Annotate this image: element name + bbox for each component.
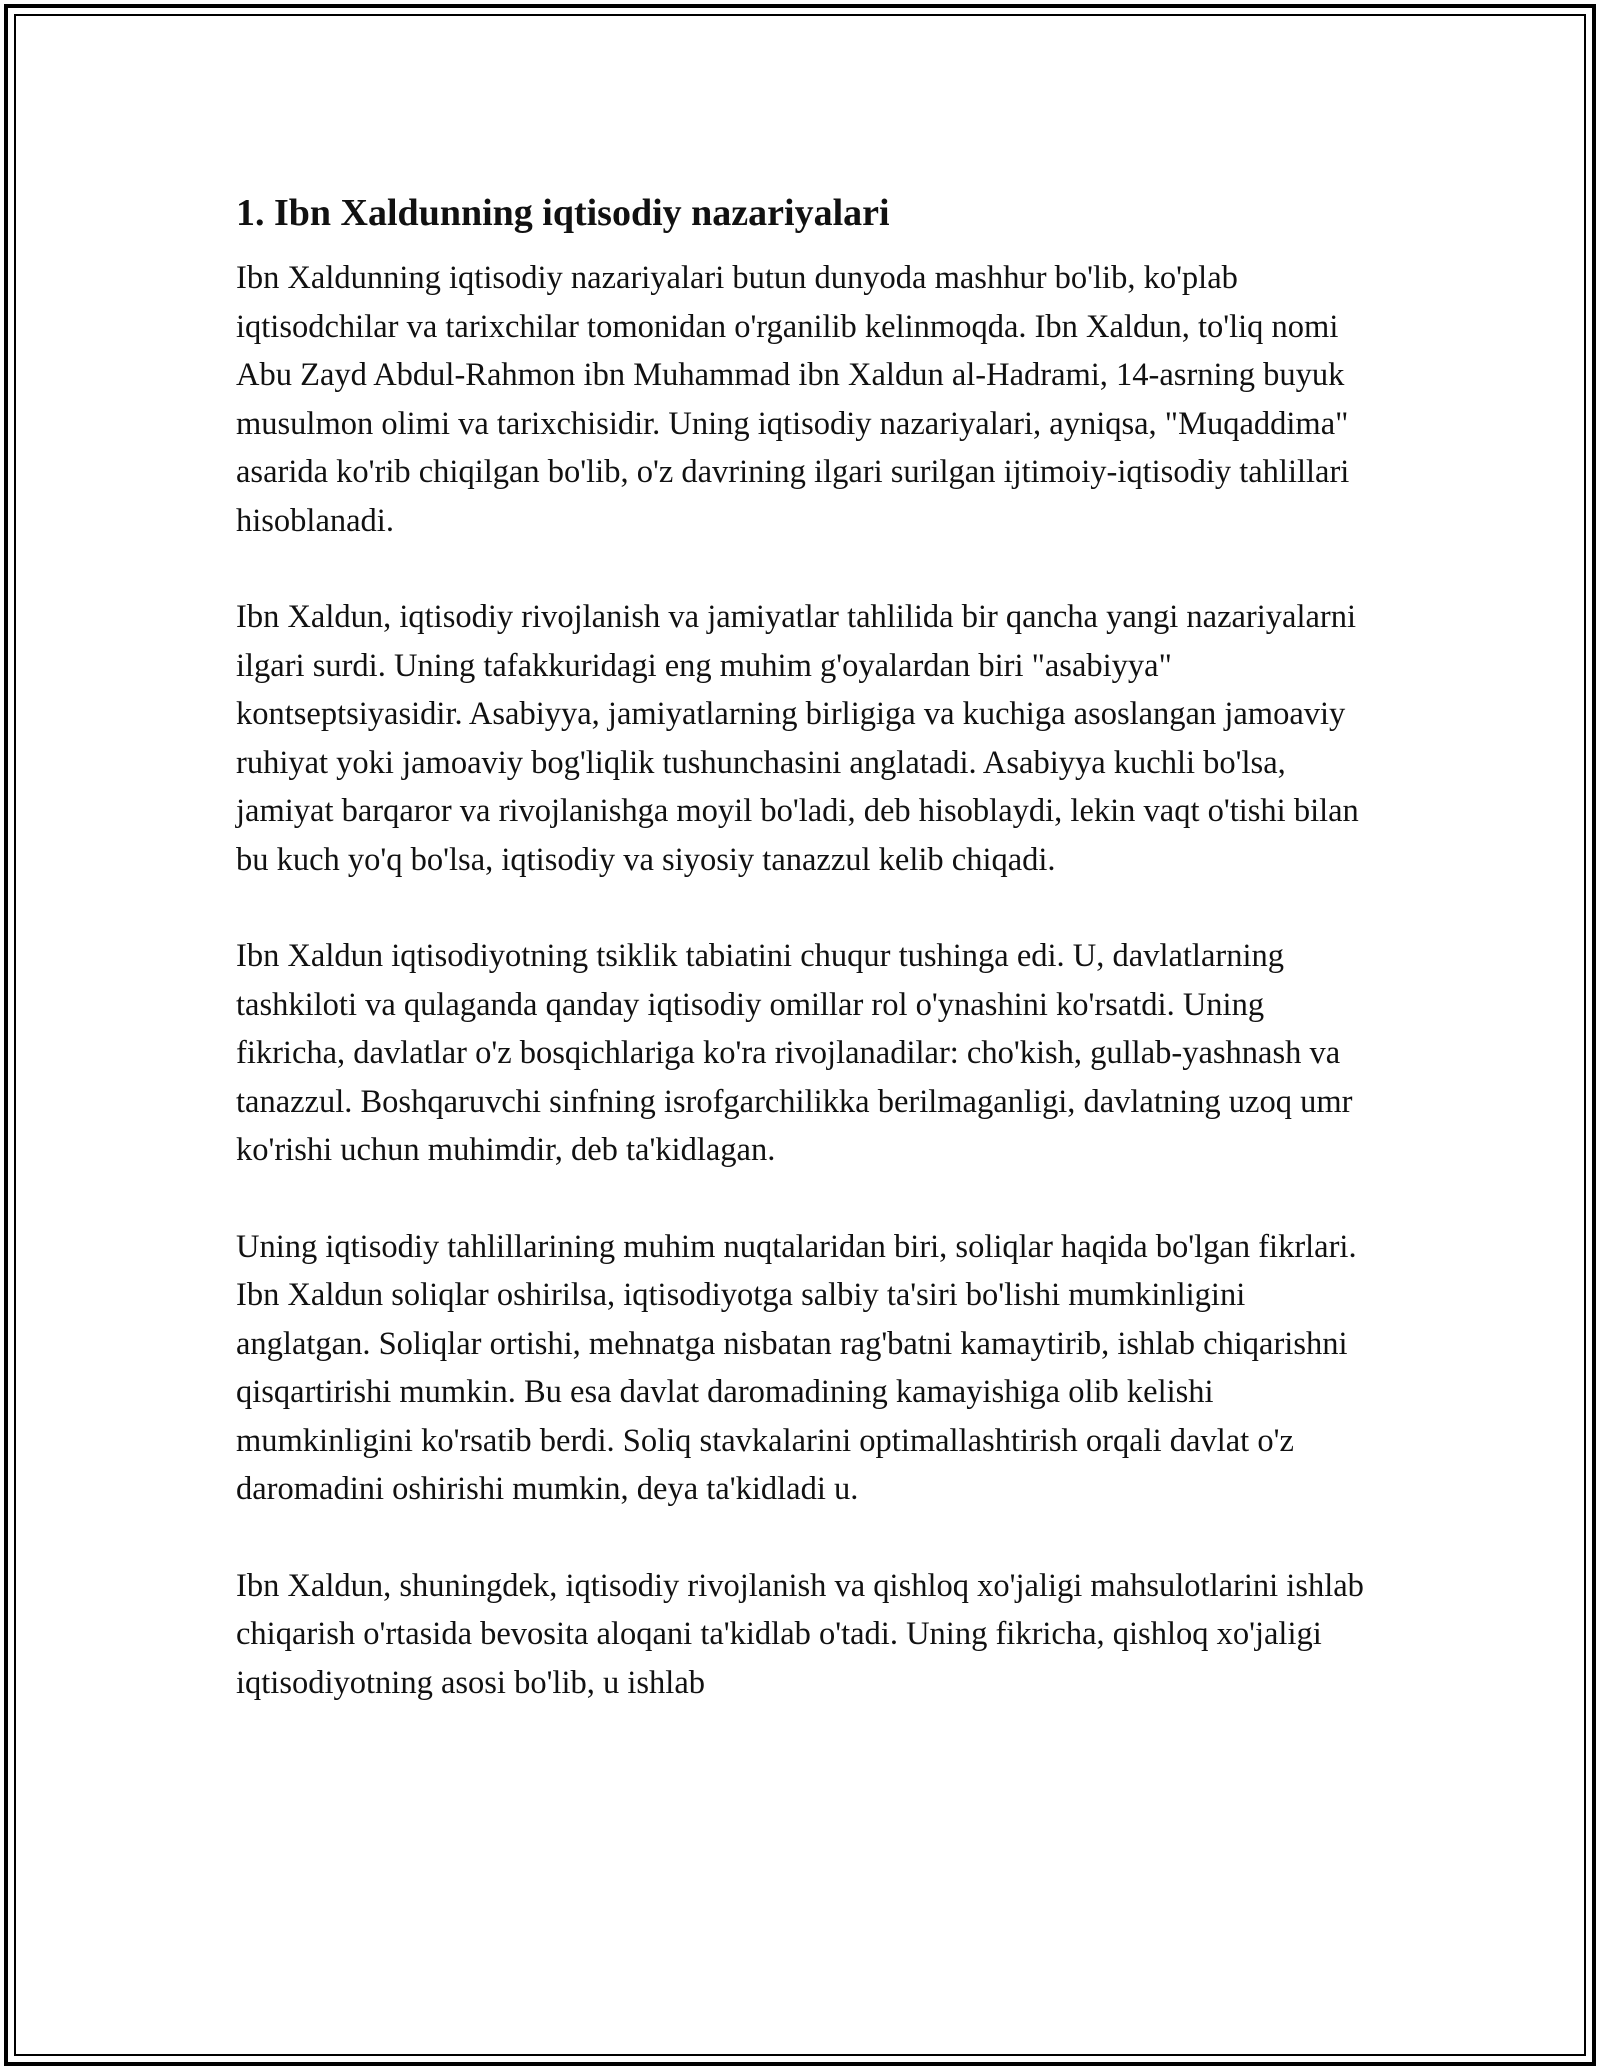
paragraph-3: Ibn Xaldun iqtisodiyotning tsiklik tabiatini chuqur tushinga edi. U, davlatlarning tashkiloti va qulaganda qanday iqtisodiy omillar rol o'ynashini ko'rsatdi. Uning fikricha, davlatlar o'z bosqichlariga ko'ra rivojlanadilar: cho'kish, gullab-yashnash va tanazzul. Boshqaruvchi sinfning isrofgarchilikka berilmaganligi, davlatning uzoq umr ko'rishi uchun muhimdir, deb ta'kidlagan. [236,938,1353,1168]
paragraph-2: Ibn Xaldun, iqtisodiy rivojlanish va jamiyatlar tahlilida bir qancha yangi nazariyalarni ilgari surdi. Uning tafakkuridagi eng muhim g'oyalardan biri "asabiyya" kontseptsiyasidir. Asabiyya, jamiyatlarning birligiga va kuchiga asoslangan jamoaviy ruhiyat yoki jamoaviy bog'liqlik tushunchasini anglatadi. Asabiyya kuchli bo'lsa, jamiyat barqaror va rivojlanishga moyil bo'ladi, deb hisoblaydi, lekin vaqt o'tishi bilan bu kuch yo'q bo'lsa, iqtisodiy va siyosiy tanazzul kelib chiqadi. [236,599,1359,878]
paragraph-5: Ibn Xaldun, shuningdek, iqtisodiy rivojlanish va qishloq xo'jaligi mahsulotlarini ishlab chiqarish o'rtasida bevosita aloqani ta'kidlab o'tadi. Uning fikricha, qishloq xo'jaligi iqtisodiyotning asosi bo'lib, u ishlab [236,1567,1364,1701]
paragraph-1: Ibn Xaldunning iqtisodiy nazariyalari butun dunyoda mashhur bo'lib, ko'plab iqtisodchilar va tarixchilar tomonidan o'rganilib kelinmoqda. Ibn Xaldun, to'liq nomi Abu Zayd Abdul-Rahmon ibn Muhammad ibn Xaldun al-Hadrami, 14-asrning buyuk musulmon olimi va tarixchisidir. Uning iqtisodiy nazariyalari, ayniqsa, "Muqaddima" asarida ko'rib chiqilgan bo'lib, o'z davrining ilgari surilgan ijtimoiy-iqtisodiy tahlillari hisoblanadi. [236,260,1350,539]
document-body [236,190,1366,1755]
paragraph-4: Uning iqtisodiy tahlillarining muhim nuqtalaridan biri, soliqlar haqida bo'lgan fikrlari. Ibn Xaldun soliqlar oshirilsa, iqtisodiyotga salbiy ta'siri bo'lishi mumkinligini anglatgan. Soliqlar ortishi, mehnatga nisbatan rag'batni kamaytirib, ishlab chiqarishni qisqartirishi mumkin. Bu esa davlat daromadining kamayishiga olib kelishi mumkinligini ko'rsatib berdi. Soliq stavkalarini optimallashtirish orqali davlat o'z daromadini oshirishi mumkin, deya ta'kidladi u. [236,1228,1357,1507]
section-heading: 1. Ibn Xaldunning iqtisodiy nazariyalari [236,192,890,234]
